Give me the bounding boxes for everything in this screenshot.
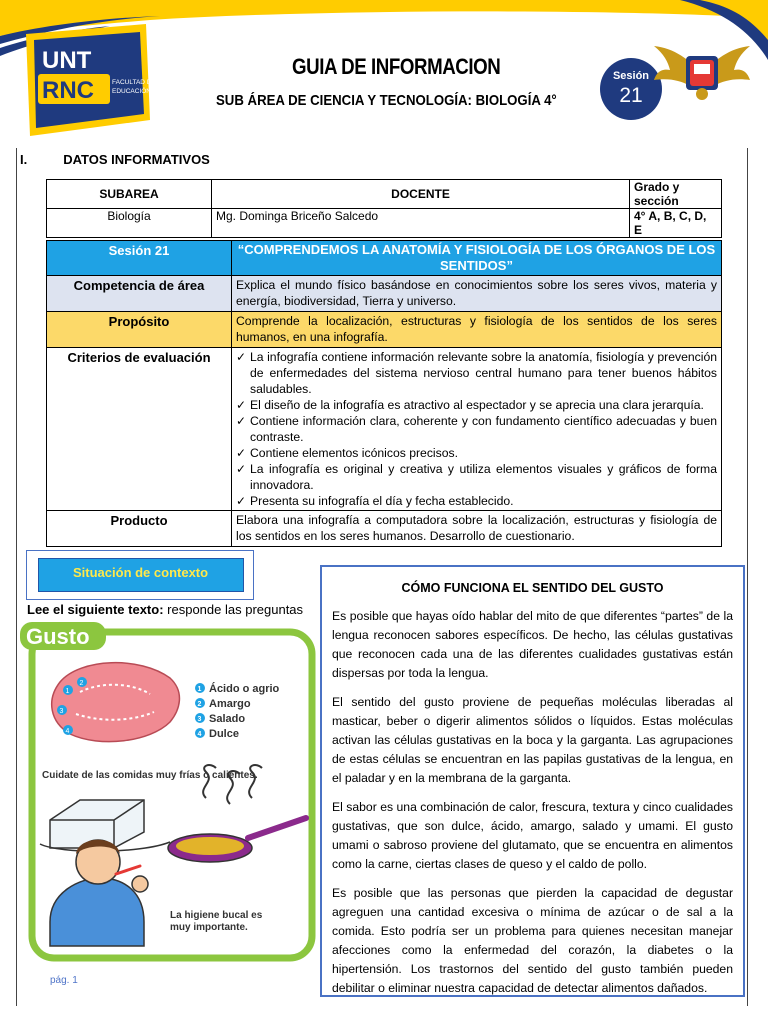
criterio-item: ✓ Contiene elementos icónicos precisos. [236,445,717,461]
session-badge-label: Sesión [612,70,650,82]
reading-instruction [27,602,303,617]
info-cell-docente: Mg. Dominga Briceño Salcedo [212,209,630,238]
illustration-caption-1: Cuidate de las comidas muy frías o calientes. [42,770,258,781]
producto-label: Producto [47,511,232,547]
reading-instruction-bold: Lee el siguiente texto: [27,602,164,617]
taste-item: Salado [209,713,246,725]
section-heading [20,152,210,167]
illustration-title: Gusto [26,624,90,649]
svg-text:2: 2 [197,701,202,708]
info-cell-subarea: Biología [47,209,212,238]
info-header-docente: DOCENTE [212,180,630,209]
session-label: Sesión 21 [47,241,232,276]
taste-item: Ácido o agrio [209,683,280,695]
info-header-grado: Grado y sección [630,180,722,209]
session-title: “COMPRENDEMOS LA ANATOMÍA Y FISIOLOGÍA DE LOS ÓRGANOS DE LOS SENTIDOS” [232,241,722,276]
proposito-text: Comprende la localización, estructuras y fisiología de los sentidos de los seres humanos, en una infografía. [232,312,722,348]
svg-text:3: 3 [197,716,202,723]
info-table-header-row [47,180,722,209]
producto-text: Elabora una infografía a computadora sobre la localización, estructuras y fisiología de los sentidos en los seres humanos. Desarrollo de cuestionario. [232,511,722,547]
info-table-row [47,209,722,238]
tongue-icon [52,663,180,742]
criterio-item: ✓ Presenta su infografía el día y fecha establecido. [236,493,717,509]
svg-text:4: 4 [65,728,70,735]
competencia-label: Competencia de área [47,276,232,312]
illustration-caption-2b: muy importante. [170,922,248,933]
criterio-item: ✓ El diseño de la infografía es atractivo al espectador y se aprecia una clara jerarquía. [236,397,717,413]
criterio-item: ✓ La infografía contiene información relevante sobre la anatomía, fisiología y prevención de enfermedades del sistema nervioso central humano para tener buenos hábitos saludables. [236,349,717,397]
taste-illustration [20,622,320,962]
svg-text:2: 2 [79,680,84,687]
section-numeral: I. [20,152,28,167]
context-label: Situación de contexto [38,558,244,592]
svg-text:1: 1 [197,686,202,693]
reading-instruction-rest: responde las preguntas [163,602,304,617]
logo-text-rnc: RNC [42,77,94,104]
competencia-text: Explica el mundo físico basándose en conocimientos sobre los seres vivos, materia y energía, biodiversidad, Tierra y universo. [232,276,722,312]
svg-text:4: 4 [197,731,202,738]
svg-text:3: 3 [59,708,64,715]
competencia-row [47,276,722,312]
page-number: pág. 1 [50,975,78,986]
info-header-subarea: SUBAREA [47,180,212,209]
reading-paragraph: El sabor es una combinación de calor, frescura, textura y cinco cualidades gustativas, que son dulce, ácido, amargo, salado y umami. El gusto umami o sabroso proviene del glutamato, que se encuentra en alimentos como la carne, ciertas clases de queso y el caldo de pollo. [332,800,733,871]
session-row [47,241,722,276]
document-subtitle: SUB ÁREA DE CIENCIA Y TECNOLOGÍA: BIOLOGÍA 4° [216,92,557,109]
reading-paragraph: Es posible que hayas oído hablar del mito de que diferentes “partes” de la lengua reconocen sabores específicos. De hecho, las células gustativas que reconocen cada una de las diferentes cualidades gustativas están dispersas por toda la lengua. [332,609,733,680]
info-cell-grado: 4° A, B, C, D, E [630,209,722,238]
logo-caption-2: EDUCACIÓN Y CC. [112,88,170,95]
producto-row [47,511,722,547]
reading-title: CÓMO FUNCIONA EL SENTIDO DEL GUSTO [401,581,664,595]
reading-paragraph: El sentido del gusto proviene de pequeñas moléculas liberadas al masticar, beber o digerir alimentos sólidos o líquidos. Estas moléculas activan las células gustativas en la boca y la garganta. Las agrupaciones de estas células se encuentran en las papilas gustativas de la lengua, en el paladar y en la membrana de la garganta. [332,695,733,785]
criterios-row [47,348,722,511]
unt-rnc-logo [18,24,170,140]
logo-text-unt: UNT [42,47,92,74]
criterio-item: ✓ La infografía es original y creativa y utiliza elementos visuales y gráficos de forma innovadora. [236,461,717,493]
proposito-label: Propósito [47,312,232,348]
logo-caption-1: FACULTAD DE [112,79,156,86]
school-crest-icon [650,40,754,104]
session-table [46,240,722,547]
criterio-item: ✓ Contiene información clara, coherente y con fundamento científico adecuadas y buen contraste. [236,413,717,445]
reading-paragraph: Es posible que las personas que pierden la capacidad de degustar agreguen una cantidad excesiva o mínima de azúcar o de sal a la comida. Esto podría ser un problema para quienes necesitan manejar afecciones como la enfermedad del corazón, la diabetes o la hipertensión. Los trastornos del sentido del gusto también pueden debilitar o eliminar nuestra capacidad de detectar alimentos dañados. [332,886,733,995]
taste-item: Dulce [209,728,239,740]
document-title: GUIA DE INFORMACION [292,54,501,79]
session-badge-number: 21 [619,84,643,107]
section-title: DATOS INFORMATIVOS [63,152,210,167]
reading-box [320,565,745,997]
illustration-caption-2a: La higiene bucal es [170,910,263,921]
criterios-cell [232,348,722,511]
taste-item: Amargo [209,698,251,710]
svg-text:1: 1 [65,688,70,695]
criterios-list [236,349,717,509]
proposito-row [47,312,722,348]
criterios-label: Criterios de evaluación [47,348,232,511]
info-table [46,179,722,238]
